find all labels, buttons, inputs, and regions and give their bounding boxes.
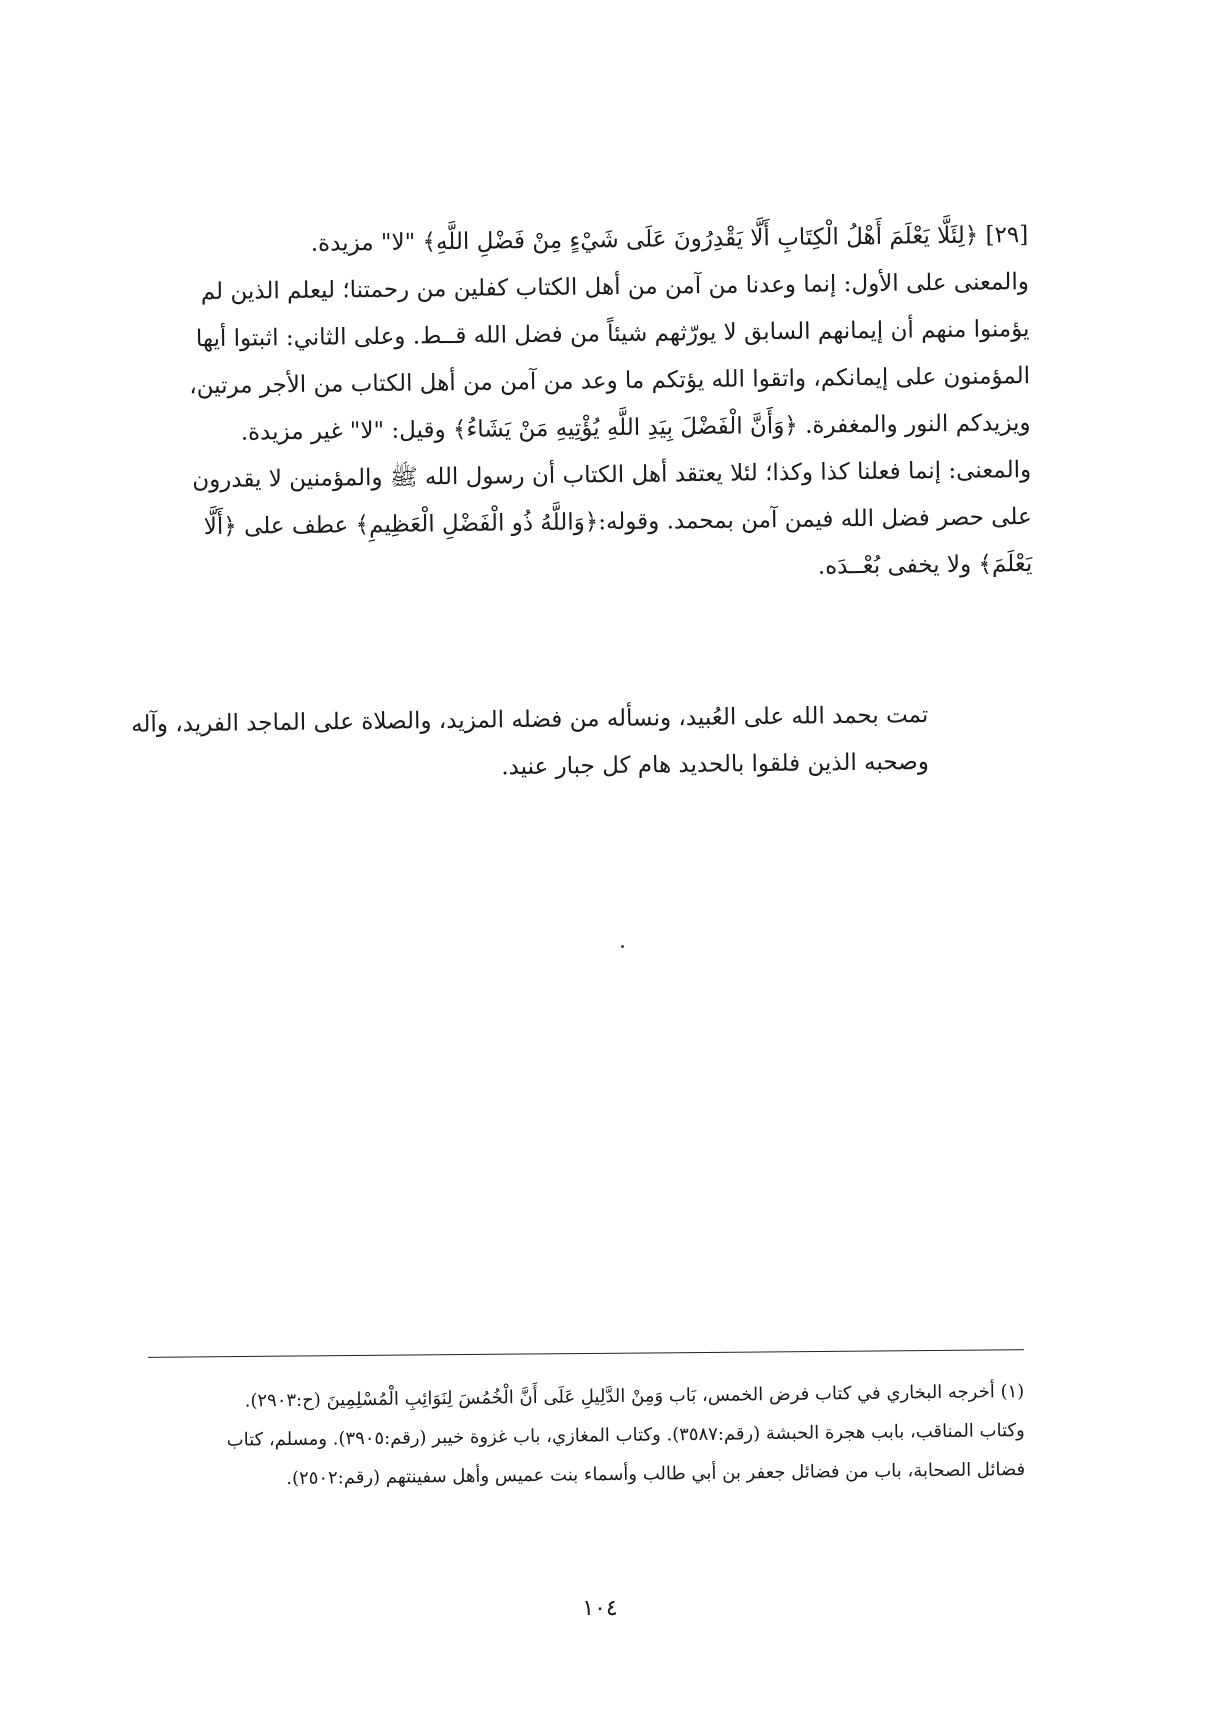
- scan-speck: [621, 945, 624, 948]
- footnote: [148, 1372, 1025, 1500]
- main-paragraph: [108, 212, 1033, 599]
- text-line: يؤمنوا منهم أن إيمانهم السابق لا يورّثهم شيئاً من فضل الله قــط. وعلى الثاني: اثبتوا أيها: [195, 315, 1030, 353]
- text-line: على حصر فضل الله فيمن آمن بمحمد. وقوله:﴿وَاللَّهُ ذُو الْفَضْلِ الْعَظِيمِ﴾ عطف على ﴿أَلَّا: [203, 503, 1032, 541]
- text-line: وصحبه الذين فلقوا بالحديد هام كل جبار عنيد.: [501, 748, 930, 781]
- text-line: المؤمنون على إيمانكم، واتقوا الله يؤتكم ما وعد من آمن من أهل الكتاب من الأجر مرتين،: [189, 362, 1031, 400]
- text-line: والمعنى: إنما فعلنا كذا وكذا؛ لئلا يعتقد أهل الكتاب أن رسول الله ﷺ والمؤمنين لا يقدرون: [192, 456, 1032, 494]
- footnote-line: فضائل الصحابة، باب من فضائل جعفر بن أبي طالب وأسماء بنت عميس وأهل سفينتهم (رقم:٢٥٠٢).: [286, 1458, 1026, 1490]
- text-line: [٢٩] ﴿لِئَلَّا يَعْلَمَ أَهْلُ الْكِتَابِ أَلَّا يَقْدِرُونَ عَلَى شَيْءٍ مِنْ فَضْلِ اللَّهِ﴾ "لا" مزيدة.: [310, 221, 1029, 257]
- page-number: ١٠٤: [582, 1596, 618, 1621]
- footnote-line: وكتاب المناقب، بابب هجرة الحبشة (رقم:٣٥٨٧). وكتاب المغازي، باب غزوة خيبر (رقم:٣٩٠٥). ومسلم، كتاب: [226, 1419, 1025, 1451]
- text-line: ويزيدكم النور والمغفرة. ﴿وَأَنَّ الْفَضْلَ بِيَدِ اللَّهِ يُؤْتِيهِ مَنْ يَشَاءُ﴾ وقيل: "لا" غير مزيدة.: [240, 409, 1031, 446]
- text-line: تمت بحمد الله على العُبيد، ونسأله من فضله المزيد، والصلاة على الماجد الفريد، وآله: [130, 701, 929, 738]
- footnote-divider: [148, 1349, 1024, 1358]
- text-line: يَعْلَمَ﴾ ولا يخفى بُعْــدَه.: [817, 550, 1033, 580]
- text-line: والمعنى على الأول: إنما وعدنا من آمن من أهل الكتاب كفلين من رحمتنا؛ ليعلم الذين لم: [200, 268, 1030, 306]
- footnote-line: (١) أخرجه البخاري في كتاب فرض الخمس، بَاب وَمِنْ الدَّلِيلِ عَلَى أَنَّ الْخُمُسَ لِنَوَائِبِ الْمُسْلِمِينَ (ح:٢٩٠٣).: [244, 1380, 1025, 1412]
- closing-paragraph: [120, 692, 929, 796]
